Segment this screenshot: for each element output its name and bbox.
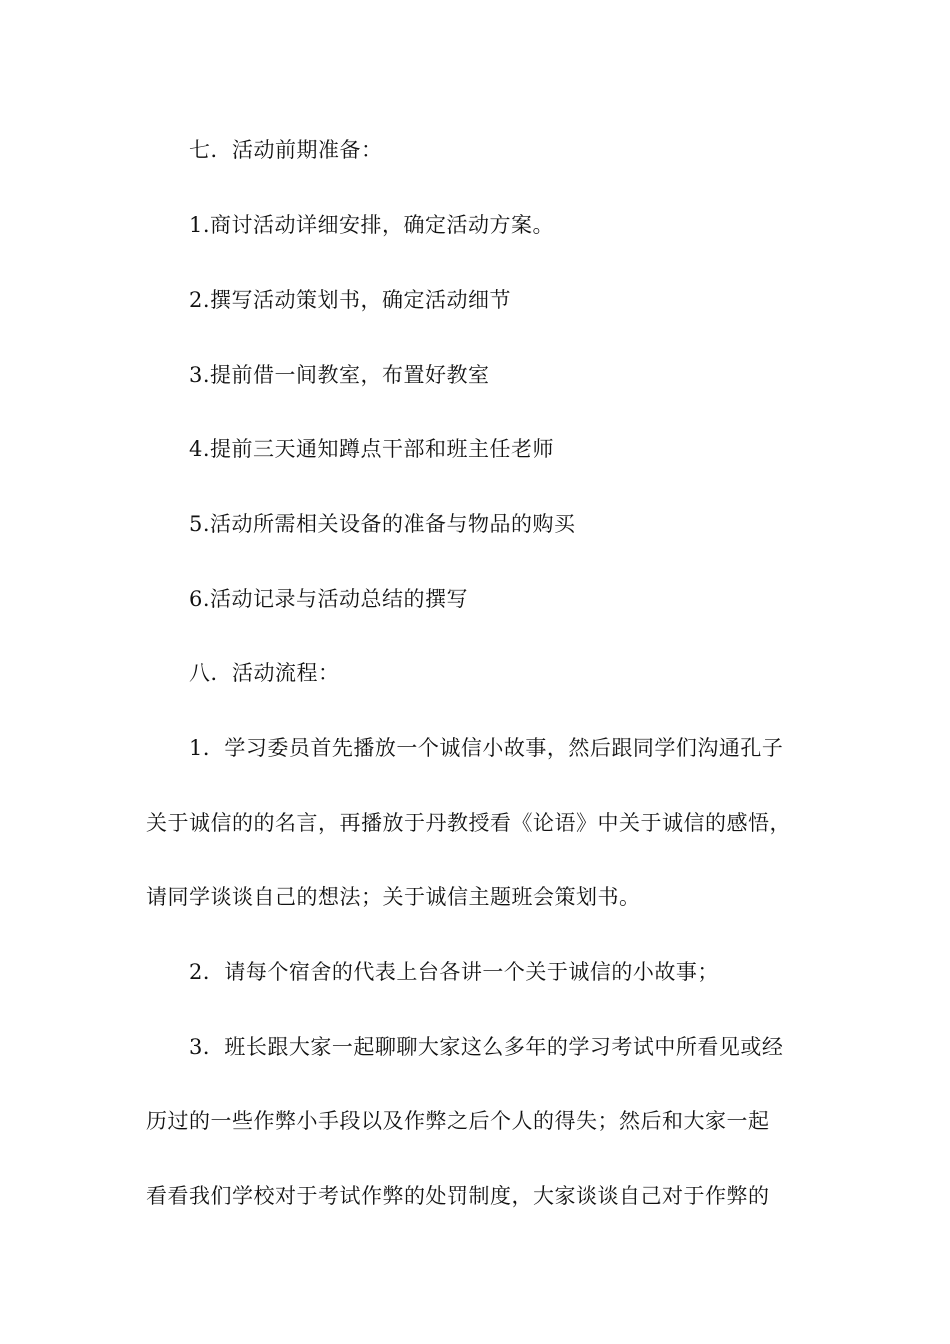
paragraph-line: 1．学习委员首先播放一个诚信小故事，然后跟同学们沟通孔子 [189, 736, 784, 760]
paragraph-line: 看看我们学校对于考试作弊的处罚制度，大家谈谈自己对于作弊的 [146, 1184, 770, 1208]
paragraph-line: 2.撰写活动策划书，确定活动细节 [189, 288, 512, 312]
paragraph-line: 5.活动所需相关设备的准备与物品的购买 [189, 512, 576, 536]
paragraph-line: 3．班长跟大家一起聊聊大家这么多年的学习考试中所看见或经 [189, 1035, 784, 1059]
paragraph-line: 4.提前三天通知蹲点干部和班主任老师 [189, 437, 555, 461]
section-heading-process: 八．活动流程： [189, 661, 340, 685]
paragraph-line: 3.提前借一间教室，布置好教室 [189, 363, 490, 387]
section-heading-preparation: 七．活动前期准备： [189, 138, 383, 162]
paragraph-line: 2．请每个宿舍的代表上台各讲一个关于诚信的小故事； [189, 960, 719, 984]
paragraph-line: 6.活动记录与活动总结的撰写 [189, 587, 469, 611]
paragraph-line: 1.商讨活动详细安排，确定活动方案。 [189, 213, 555, 237]
paragraph-line: 请同学谈谈自己的想法；关于诚信主题班会策划书。 [146, 885, 641, 909]
paragraph-line: 关于诚信的的名言，再播放于丹教授看《论语》中关于诚信的感悟， [146, 811, 791, 835]
paragraph-line: 历过的一些作弊小手段以及作弊之后个人的得失；然后和大家一起 [146, 1109, 770, 1133]
